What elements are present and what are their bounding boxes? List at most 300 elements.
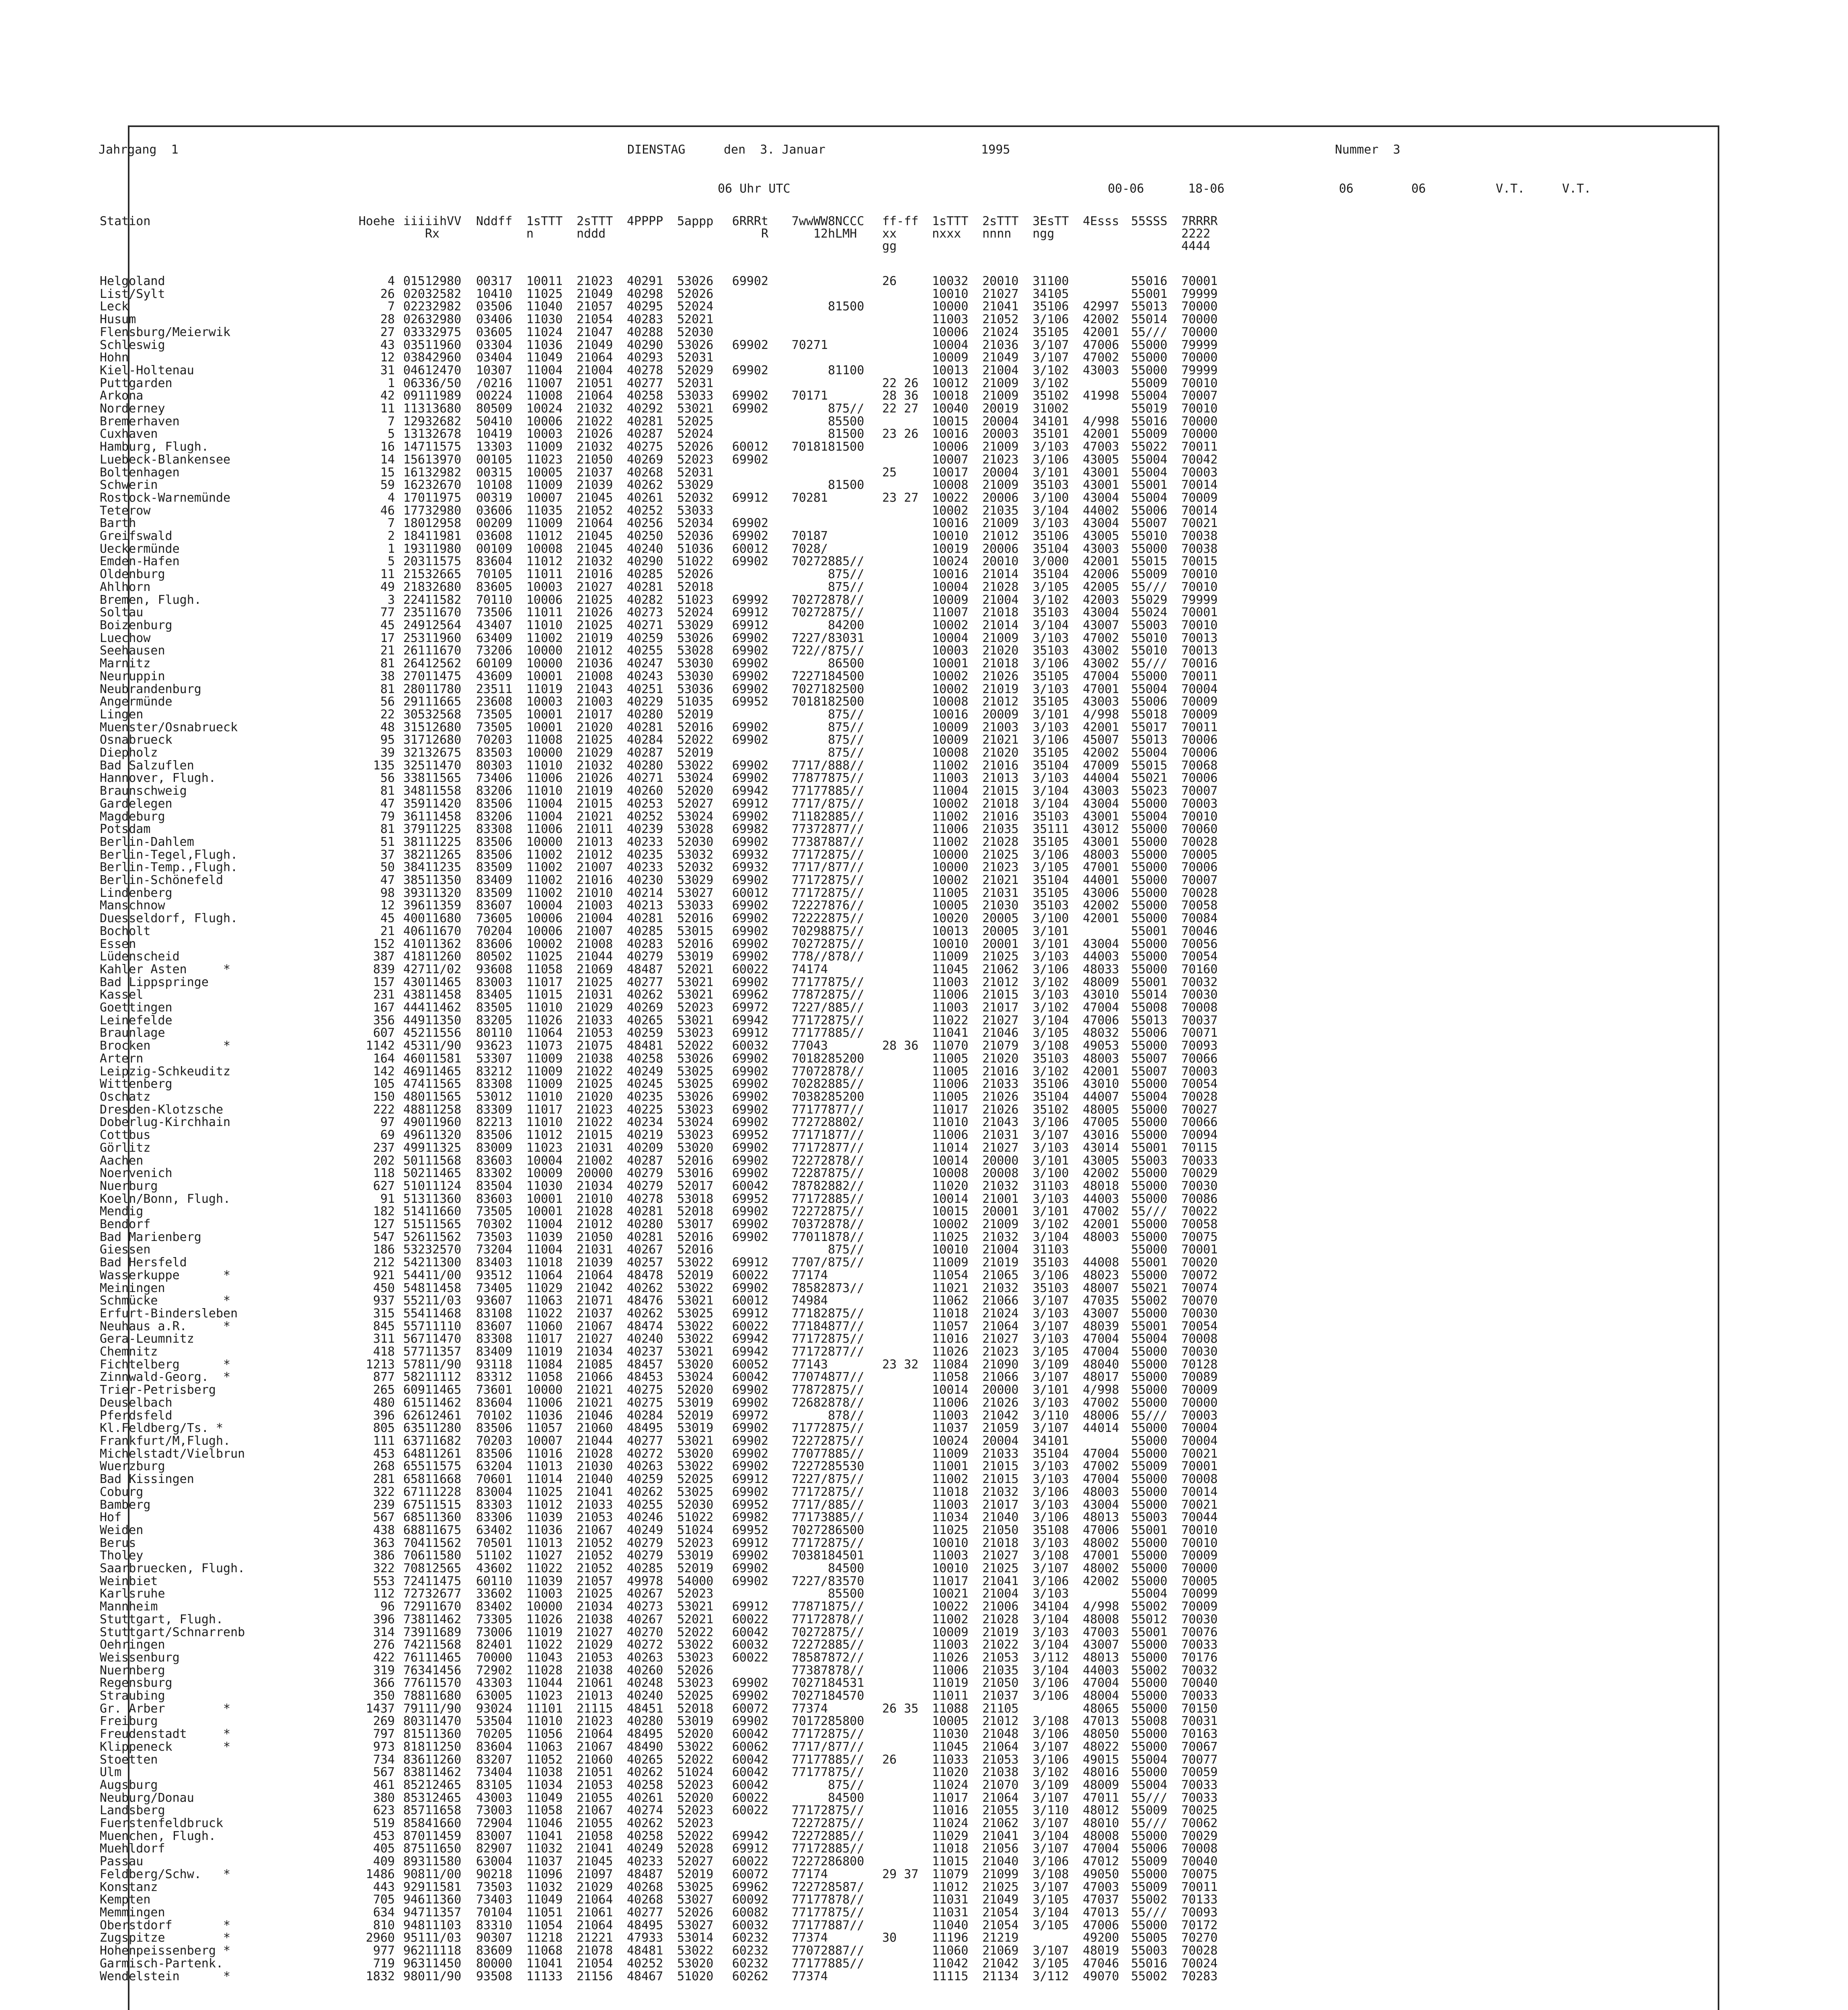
table-cell: 21030 [982, 898, 1019, 913]
table-cell: 55000 [1131, 1574, 1168, 1588]
table-cell: 60232 [732, 1956, 768, 1971]
table-cell: 40273 [627, 605, 663, 620]
station-name: Oschatz [100, 1090, 151, 1104]
table-cell: 11009 [526, 1051, 563, 1066]
table-cell: 32980 [425, 312, 462, 327]
table-cell: 3/108 [1033, 1549, 1069, 1563]
table-cell: 908 [403, 1867, 425, 1881]
table-cell: 11007 [932, 605, 969, 620]
table-cell: 184 [403, 529, 425, 544]
table-cell: 10010 [932, 529, 969, 544]
table-cell: 69902 [732, 1485, 768, 1499]
table-cell: 359 [403, 796, 425, 811]
table-cell: 40258 [627, 389, 663, 403]
table-cell: 69912 [732, 1026, 768, 1040]
table-cell: 77072 [791, 1064, 828, 1079]
table-cell: 83506 [476, 796, 513, 811]
table-cell: 70004 [1181, 1434, 1218, 1448]
table-cell: 48481 [627, 1944, 663, 1958]
table-cell: 83205 [476, 1013, 513, 1028]
table-cell: 83310 [476, 1918, 513, 1932]
table-cell: 2 [387, 529, 395, 544]
table-cell: 26 [380, 287, 395, 301]
table-cell: 49200 [1083, 1931, 1119, 1945]
table-cell: 43003 [1083, 784, 1119, 798]
station-name: Straubing [100, 1689, 165, 1703]
table-cell: 84500 [828, 1791, 864, 1805]
table-cell [882, 1919, 932, 1932]
table-cell: 410 [403, 937, 425, 951]
table-cell: 55010 [1131, 529, 1168, 544]
table-row [100, 1804, 1232, 1817]
table-cell: 21016 [982, 758, 1019, 773]
table-cell: 21066 [982, 1370, 1019, 1384]
table-cell: 69912 [732, 1472, 768, 1487]
table-cell: 11115 [932, 1969, 969, 1983]
table-cell: 21065 [982, 1268, 1019, 1282]
table-cell: 704 [403, 1536, 425, 1550]
table-cell: 40298 [627, 287, 663, 301]
table-cell: 77177 [791, 1893, 828, 1907]
table-cell: 11032 [526, 1842, 563, 1856]
table-cell: 21053 [577, 1778, 613, 1792]
table-cell: 21055 [982, 1803, 1019, 1818]
table-cell: 3/000 [1033, 554, 1069, 569]
table-cell: 70040 [1181, 1676, 1218, 1690]
table-cell: 21021 [982, 873, 1019, 888]
table-cell: 3/107 [1033, 1791, 1069, 1805]
table-row [100, 1830, 1232, 1843]
table-cell: 53026 [677, 274, 714, 288]
table-cell: 83506 [476, 847, 513, 862]
table-cell: 44002 [1083, 503, 1119, 518]
table-cell: 84570 [828, 1689, 864, 1703]
table-cell: 11058 [526, 962, 563, 976]
table-cell: 49015 [1083, 1752, 1119, 1767]
table-cell: 21026 [577, 771, 613, 786]
table-cell: 11026 [932, 1650, 969, 1665]
table-cell: 55000 [1131, 1638, 1168, 1652]
table-cell: 480 [373, 1395, 395, 1410]
table-cell: 52016 [677, 1230, 714, 1244]
station-name: Bad Salzuflen [100, 758, 194, 773]
table-cell [828, 1358, 882, 1371]
table-cell: 3/105 [1033, 1956, 1069, 1971]
table-cell: 11568 [425, 1153, 462, 1168]
table-cell: 70000 [1181, 325, 1218, 339]
table-row [100, 1842, 1232, 1855]
table-cell: 3/103 [1033, 1536, 1069, 1550]
table-cell: 53028 [677, 822, 714, 837]
table-cell: 70093 [1181, 1905, 1218, 1920]
table-cell: 70086 [1181, 1192, 1218, 1206]
table-cell: 70172 [1181, 1918, 1218, 1932]
table-cell: 48065 [1083, 1701, 1119, 1716]
table-cell: 11/00 [425, 1867, 462, 1881]
table-cell: 69902 [732, 1077, 768, 1091]
station-name: Wasserkuppe * [100, 1268, 231, 1282]
table-cell: 11581 [425, 1051, 462, 1066]
table-cell: 852 [403, 1778, 425, 1792]
table-cell: 40268 [627, 1893, 663, 1907]
table-cell: 43006 [1083, 886, 1119, 900]
table-cell: 21052 [577, 1536, 613, 1550]
table-cell: 21023 [577, 1102, 613, 1117]
section-vt-2: V.T. [1562, 182, 1591, 196]
table-cell: 35103 [1033, 1281, 1069, 1295]
table-cell: 84500 [828, 669, 864, 683]
station-name: Bad Marienberg [100, 1230, 201, 1244]
table-cell: 10005 [526, 465, 563, 480]
table-cell [768, 364, 828, 377]
table-cell: 11058 [526, 1370, 563, 1384]
station-name: Seehausen [100, 644, 165, 658]
table-cell: 40278 [627, 1192, 663, 1206]
table-cell: 55000 [1131, 338, 1168, 352]
table-cell: 21018 [982, 796, 1019, 811]
table-cell: 21009 [982, 376, 1019, 390]
table-cell: 10004 [526, 898, 563, 913]
table-cell: 21010 [577, 886, 613, 900]
table-cell: 887// [828, 1918, 864, 1932]
table-cell: 21052 [982, 312, 1019, 327]
table-cell: 21008 [577, 937, 613, 951]
table-cell: 10007 [526, 490, 563, 505]
table-cell: 40233 [627, 860, 663, 875]
table-cell: 875// [828, 771, 864, 786]
table-cell: 11689 [425, 1625, 462, 1639]
table-cell [882, 1384, 932, 1397]
table-cell: 70030 [1181, 1179, 1218, 1193]
column-header [347, 215, 395, 252]
table-cell: 70014 [1181, 478, 1218, 492]
table-cell: 77871 [791, 1600, 828, 1614]
table-cell: 105 [373, 1077, 395, 1091]
station-name: Bocholt [100, 924, 151, 938]
table-cell: 80000 [476, 1956, 513, 1971]
table-cell: 10000 [526, 835, 563, 849]
column-header-label: 1sTTT [526, 214, 563, 228]
table-cell [882, 976, 932, 989]
table-cell: 22 27 [882, 402, 919, 416]
table-cell: 739 [403, 1625, 425, 1639]
table-cell: 70009 [1181, 695, 1218, 709]
table-cell [768, 453, 828, 466]
table-cell [882, 1078, 932, 1091]
table-cell: 77172 [791, 1332, 828, 1346]
table-cell: 951 [403, 1931, 425, 1945]
table-cell: 40283 [627, 937, 663, 951]
table-cell: 3/106 [1033, 312, 1069, 327]
column-header [627, 215, 677, 252]
table-cell: 83108 [476, 1306, 513, 1321]
table-cell: 83007 [476, 1829, 513, 1843]
table-cell: 688 [403, 1523, 425, 1537]
table-cell [828, 466, 882, 479]
table-cell: 21014 [982, 618, 1019, 632]
table-cell: 86800 [828, 1854, 864, 1869]
station-name: Duesseldorf, Flugh. [100, 911, 238, 926]
table-cell: 77172 [791, 1612, 828, 1626]
station-name: Giessen [100, 1243, 151, 1257]
table-cell: 21026 [982, 1102, 1019, 1117]
table-cell: 452 [403, 1026, 425, 1040]
table-row [100, 1932, 1232, 1944]
table-cell: 11008 [526, 389, 563, 403]
table-cell: 10009 [932, 720, 969, 734]
table-cell: 85200 [828, 1051, 864, 1066]
table-cell: 10020 [932, 911, 969, 926]
table-cell: 872// [828, 1650, 864, 1665]
table-cell: 84501 [828, 1549, 864, 1563]
table-cell: 3/109 [1033, 1778, 1069, 1792]
table-cell: 55/// [1131, 1905, 1168, 1920]
table-cell: 21017 [982, 1497, 1019, 1512]
table-cell: 875// [828, 707, 864, 722]
table-cell: 48022 [1083, 1739, 1119, 1754]
table-cell: 21057 [577, 1574, 613, 1588]
table-cell: 3/103 [1033, 1192, 1069, 1206]
table-cell: 70094 [1181, 1128, 1218, 1142]
table-cell: 21027 [982, 1332, 1019, 1346]
table-cell: 70044 [1181, 1510, 1218, 1525]
table-row [100, 1524, 1232, 1537]
table-cell: 11124 [425, 1179, 462, 1193]
table-row [100, 938, 1232, 951]
station-name: Gardelegen [100, 796, 172, 811]
table-cell: 3/106 [1033, 1689, 1069, 1703]
table-cell: 11024 [932, 1778, 969, 1792]
table-cell: 77177 [791, 975, 828, 989]
table-cell: 43003 [1083, 541, 1119, 556]
table-cell: 55000 [1131, 950, 1168, 964]
table-cell: 69902 [732, 1051, 768, 1066]
table-cell: 70024 [1181, 1956, 1218, 1971]
table-cell: 83603 [476, 1192, 513, 1206]
table-cell: 83509 [476, 860, 513, 875]
table-cell [1033, 1932, 1083, 1944]
table-cell: 53026 [677, 338, 714, 352]
table-cell: 11026 [526, 1612, 563, 1626]
table-cell: 70204 [476, 924, 513, 938]
table-cell: 1437 [365, 1701, 395, 1716]
table-cell: 8587/ [828, 1880, 864, 1894]
table-cell: 11022 [526, 1561, 563, 1576]
table-row [100, 849, 1232, 861]
table-cell [882, 1345, 932, 1358]
table-cell: 135 [373, 758, 395, 773]
table-cell [882, 1792, 932, 1805]
table-cell: 60232 [732, 1944, 768, 1958]
table-cell: 48013 [1083, 1650, 1119, 1665]
station-name: Weinbiet [100, 1574, 158, 1588]
table-cell [882, 1906, 932, 1919]
table-cell: 40256 [627, 516, 663, 531]
table-cell [882, 1741, 932, 1754]
table-cell: 3/103 [1033, 988, 1069, 1002]
table-cell: 10004 [932, 580, 969, 594]
table-cell: 37 [380, 847, 395, 862]
table-cell: 40240 [627, 541, 663, 556]
table-cell: 11362 [425, 937, 462, 951]
table-cell: 11960 [425, 631, 462, 645]
table-cell: 35103 [1033, 605, 1069, 620]
table-row [100, 1256, 1232, 1269]
table-cell: 21003 [577, 898, 613, 913]
table-cell: 69912 [732, 618, 768, 632]
table-cell: 11465 [425, 975, 462, 989]
table-cell: 69902 [732, 937, 768, 951]
table-cell: 063 [403, 376, 425, 390]
table-cell: 10005 [932, 898, 969, 913]
table-cell: 231 [373, 988, 395, 1002]
table-cell: 10022 [932, 490, 969, 505]
station-name: Neuhaus a.R. * [100, 1319, 231, 1333]
table-cell: 519 [373, 1816, 395, 1831]
table-cell: 34101 [1033, 1434, 1069, 1448]
table-cell: 10410 [476, 287, 513, 301]
table-cell: 70128 [1181, 1357, 1218, 1372]
table-cell: 44003 [1083, 1663, 1119, 1678]
table-cell: 35111 [1033, 822, 1069, 837]
table-cell: 11005 [932, 1090, 969, 1104]
table-cell [882, 594, 932, 607]
table-cell: 21025 [577, 975, 613, 989]
table-cell: 52018 [677, 1701, 714, 1716]
table-cell: 40234 [627, 1115, 663, 1130]
station-name: Wittenberg [100, 1077, 172, 1091]
table-cell: 73204 [476, 1243, 513, 1257]
table-cell: 52024 [677, 299, 714, 314]
table-cell: 655 [403, 1459, 425, 1474]
table-cell: 43014 [1083, 1140, 1119, 1155]
table-cell: 21053 [982, 1752, 1019, 1767]
table-cell: 11062 [932, 1294, 969, 1308]
station-name: Zinnwald-Georg. * [100, 1370, 231, 1384]
table-cell: 52021 [677, 962, 714, 976]
table-cell: 21004 [577, 911, 613, 926]
table-cell: 11218 [526, 1931, 563, 1945]
table-cell: 21043 [577, 682, 613, 696]
table-row [100, 670, 1232, 683]
table-cell: 48032 [1083, 1026, 1119, 1040]
table-cell: 70077 [1181, 1752, 1218, 1767]
station-name: Leck [100, 299, 129, 314]
table-cell: 69902 [732, 771, 768, 786]
table-cell: 43001 [1083, 465, 1119, 480]
table-cell: 70104 [476, 1905, 513, 1920]
table-cell: 3/105 [1033, 1026, 1069, 1040]
table-cell: 40214 [627, 886, 663, 900]
table-cell: 53029 [677, 873, 714, 888]
table-cell: 577 [403, 1345, 425, 1359]
table-cell: 21038 [577, 1612, 613, 1626]
table-cell: 21003 [982, 720, 1019, 734]
table-cell: 21013 [982, 771, 1019, 786]
table-cell: 47933 [627, 1931, 663, 1945]
table-cell: 77171 [791, 1128, 828, 1142]
table-cell: 55001 [1131, 1625, 1168, 1639]
table-cell [882, 747, 932, 759]
station-name: Gera-Leumnitz [100, 1332, 194, 1346]
table-cell: 53033 [677, 898, 714, 913]
table-cell: 21028 [577, 1204, 613, 1219]
table-cell: 55004 [1131, 1587, 1168, 1601]
table-cell: 81500 [828, 427, 864, 441]
table-cell: 55003 [1131, 1153, 1168, 1168]
table-cell: 791 [403, 1701, 425, 1716]
table-cell: 21032 [982, 1179, 1019, 1193]
table-cell: 11465 [425, 1064, 462, 1079]
table-cell: 12465 [425, 1791, 462, 1805]
table-cell: 10000 [526, 1600, 563, 1614]
table-cell: 55000 [1131, 1497, 1168, 1512]
table-cell: 3/102 [1033, 1064, 1069, 1079]
table-cell: 21057 [577, 299, 613, 314]
table-cell: 52016 [677, 937, 714, 951]
table-cell: 878// [828, 1893, 864, 1907]
table-cell: 21037 [577, 1306, 613, 1321]
table-cell: 11070 [932, 1039, 969, 1053]
table-cell: 70133 [1181, 1893, 1218, 1907]
table-cell: 722// [791, 644, 828, 658]
table-cell: 875// [828, 1421, 864, 1436]
table-cell: 96 [380, 1600, 395, 1614]
station-name: Coburg [100, 1485, 144, 1499]
table-cell [882, 721, 932, 734]
table-cell [727, 708, 768, 721]
table-cell: 11036 [526, 1408, 563, 1423]
table-cell: 11562 [425, 1536, 462, 1550]
table-cell: 127 [373, 1217, 395, 1232]
table-cell: 32980 [425, 503, 462, 518]
table-cell: 887// [828, 1944, 864, 1958]
table-cell: 11112 [425, 1370, 462, 1384]
table-cell: 73505 [476, 720, 513, 734]
station-name: Memmingen [100, 1905, 165, 1920]
table-cell: 70272 [791, 1625, 828, 1639]
table-cell: 47002 [1083, 1395, 1119, 1410]
table-cell: 69952 [732, 695, 768, 709]
table-cell: 627 [373, 1179, 395, 1193]
station-name: Muenster/Osnabrueck [100, 720, 238, 734]
table-cell: 776 [403, 1676, 425, 1690]
table-cell: 69952 [732, 1497, 768, 1512]
station-name: Ulm [100, 1765, 122, 1780]
table-cell [727, 1817, 768, 1830]
table-cell: 83206 [476, 809, 513, 824]
table-cell: 55/// [1131, 1791, 1168, 1805]
table-cell: 10008 [526, 541, 563, 556]
table-cell: 21026 [982, 1090, 1019, 1104]
table-cell: 70000 [1181, 312, 1218, 327]
table-cell: 23511 [476, 682, 513, 696]
table-cell: 40281 [627, 414, 663, 429]
table-cell: 35106 [1033, 529, 1069, 544]
table-cell: 60052 [732, 1357, 768, 1372]
table-cell: 55001 [1131, 287, 1168, 301]
table-cell [828, 530, 882, 543]
table-cell: 32678 [425, 427, 462, 441]
table-cell: 40279 [627, 1549, 663, 1563]
table-cell: 3/101 [1033, 937, 1069, 951]
table-cell: 21062 [982, 1816, 1019, 1831]
table-cell: 875// [828, 402, 864, 416]
table-row [100, 415, 1232, 428]
table-cell: 77177 [791, 1026, 828, 1040]
table-cell: 44014 [1083, 1421, 1119, 1436]
table-cell: 81 [380, 656, 395, 671]
